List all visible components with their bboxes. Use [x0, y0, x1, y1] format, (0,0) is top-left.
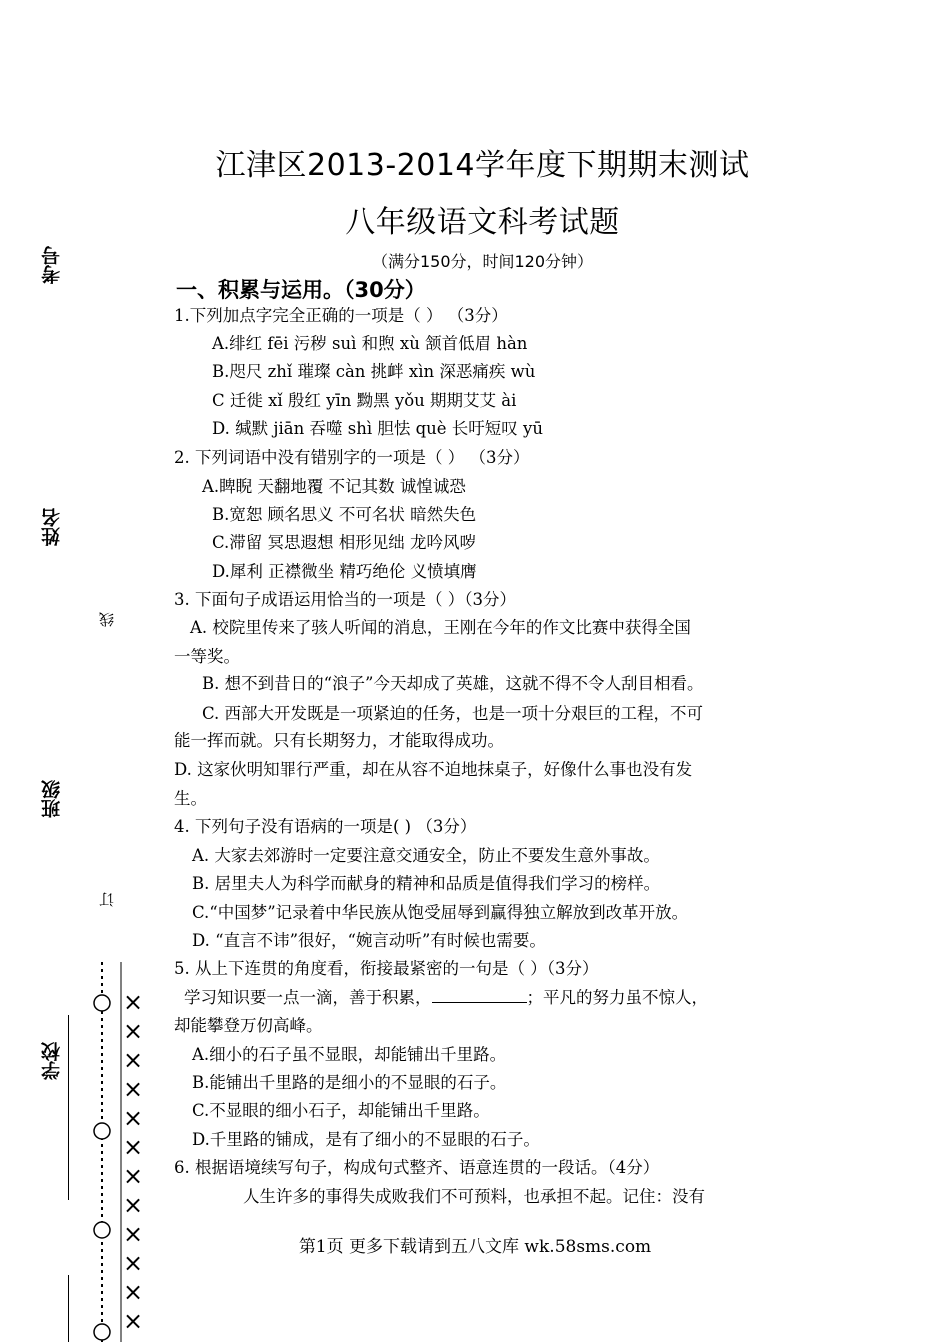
name-label: 姓名 [41, 508, 63, 546]
exam-subtitle: 八年级语文科考试题 [345, 205, 620, 240]
q5-passage-part2: ；平凡的努力虽不惊人， [526, 988, 708, 1007]
q5-passage-line1 [184, 988, 708, 1008]
q5-option-d: D.千里路的铺成，是有了细小的不显眼的石子。 [192, 1130, 540, 1149]
q2-option-c: C.滞留 冥思遐想 相形见绌 龙吟风哕 [212, 533, 477, 552]
q5-answer-blank[interactable] [432, 988, 527, 1003]
q2-option-b: B.宽恕 顾名思义 不可名状 暗然失色 [212, 505, 477, 524]
cross-mark: × [123, 1220, 144, 1248]
q3-option-a-line1: A. 校院里传来了骇人听闻的消息，王刚在今年的作文比赛中获得全国 [190, 618, 691, 637]
cross-mark: × [123, 1278, 144, 1306]
cut-line-label: 线 [98, 612, 116, 627]
cross-mark: × [123, 1249, 144, 1277]
cross-mark: × [123, 1133, 144, 1161]
cross-mark: × [123, 1307, 144, 1335]
q3-option-c-line2: 能一挥而就。只有长期努力，才能取得成功。 [174, 731, 504, 750]
q4-option-c: C.“中国梦”记录着中华民族从饱受屈辱到赢得独立解放到改革开放。 [192, 903, 689, 922]
q4-option-d: D. “直言不讳”很好，“婉言动听”有时候也需要。 [192, 931, 546, 950]
cross-mark: × [123, 988, 144, 1016]
q5-option-b: B.能铺出千里路的是细小的不显眼的石子。 [192, 1073, 507, 1092]
margin-line-lower [68, 1275, 69, 1342]
binding-hole [94, 1324, 110, 1340]
q1-option-d: D. 缄默 jiān 吞噬 shì 胆怯 què 长吁短叹 yū [212, 419, 543, 438]
page-footer: 第1页 更多下载请到五八文库 wk.58sms.com [298, 1237, 652, 1257]
q3-option-d-line1: D. 这家伙明知罪行严重，却在从容不迫地抹桌子，好像什么事也没有发 [174, 760, 693, 779]
q5-option-a: A.细小的石子虽不显眼，却能铺出千里路。 [192, 1045, 507, 1064]
q1-option-b: B.咫尺 zhǐ 璀璨 càn 挑衅 xìn 深恶痛疾 wù [212, 362, 536, 381]
cross-mark: × [123, 1191, 144, 1219]
q2-stem: 2. 下列词语中没有错别字的一项是（ ） （3分） [174, 448, 530, 467]
q2-option-a: A.睥睨 天翻地覆 不记其数 诚惶诚恐 [202, 477, 466, 496]
q1-option-c: C 迁徙 xǐ 殷红 yīn 黝黑 yǒu 期期艾艾 ài [212, 391, 517, 410]
q6-passage: 人生许多的事得失成败我们不可预料，也承担不起。记住：没有 [243, 1187, 705, 1206]
q4-option-b: B. 居里夫人为科学而献身的精神和品质是值得我们学习的榜样。 [192, 874, 661, 893]
cross-mark: × [123, 1046, 144, 1074]
q4-stem: 4. 下列句子没有语病的一项是( ) （3分） [174, 817, 477, 836]
q3-option-b: B. 想不到昔日的“浪子”今天却成了英雄，这就不得不令人刮目相看。 [202, 674, 704, 693]
q3-stem: 3. 下面句子成语运用恰当的一项是（ ）（3分） [174, 590, 516, 609]
cross-mark: × [123, 1162, 144, 1190]
q2-option-d: D.犀利 正襟微坐 精巧绝伦 义愤填膺 [212, 562, 477, 581]
q5-stem: 5. 从上下连贯的角度看，衔接最紧密的一句是（ ）（3分） [174, 959, 599, 978]
q1-option-a: A.绯红 fēi 污秽 suì 和煦 xù 颔首低眉 hàn [212, 334, 528, 353]
section-heading: 一、积累与运用。（30分） [176, 278, 426, 302]
cross-mark: × [123, 1104, 144, 1132]
q3-option-c-line1: C. 西部大开发既是一项紧迫的任务，也是一项十分艰巨的工程，不可 [202, 704, 704, 723]
cross-mark: × [123, 1075, 144, 1103]
q6-stem: 6. 根据语境续写句子，构成句式整齐、语意连贯的一段话。（4分） [174, 1158, 660, 1177]
q5-passage-part1: 学习知识要一点一滴，善于积累， [184, 988, 432, 1007]
exam-number-label: 考号 [41, 246, 63, 284]
school-label: 学校 [41, 1042, 63, 1080]
binding-hole [94, 995, 110, 1011]
class-label: 班级 [41, 780, 63, 818]
q3-option-a-line2: 一等奖。 [174, 647, 240, 666]
staple-label: 订 [98, 892, 116, 907]
exam-title: 江津区2013-2014学年度下期期末测试 [215, 148, 750, 183]
q1-stem: 1.下列加点字完全正确的一项是（ ） （3分） [174, 306, 508, 325]
exam-note: （满分150分，时间120分钟） [371, 252, 594, 271]
binding-hole [94, 1123, 110, 1139]
q4-option-a: A. 大家去郊游时一定要注意交通安全，防止不要发生意外事故。 [192, 846, 660, 865]
school-underline [68, 1015, 69, 1200]
q5-option-c: C.不显眼的细小石子，却能铺出千里路。 [192, 1101, 490, 1120]
binding-line-graphic [85, 962, 155, 1342]
cross-mark: × [123, 1017, 144, 1045]
q5-passage-line2: 却能攀登万仞高峰。 [174, 1016, 323, 1035]
q3-option-d-line2: 生。 [174, 789, 207, 808]
